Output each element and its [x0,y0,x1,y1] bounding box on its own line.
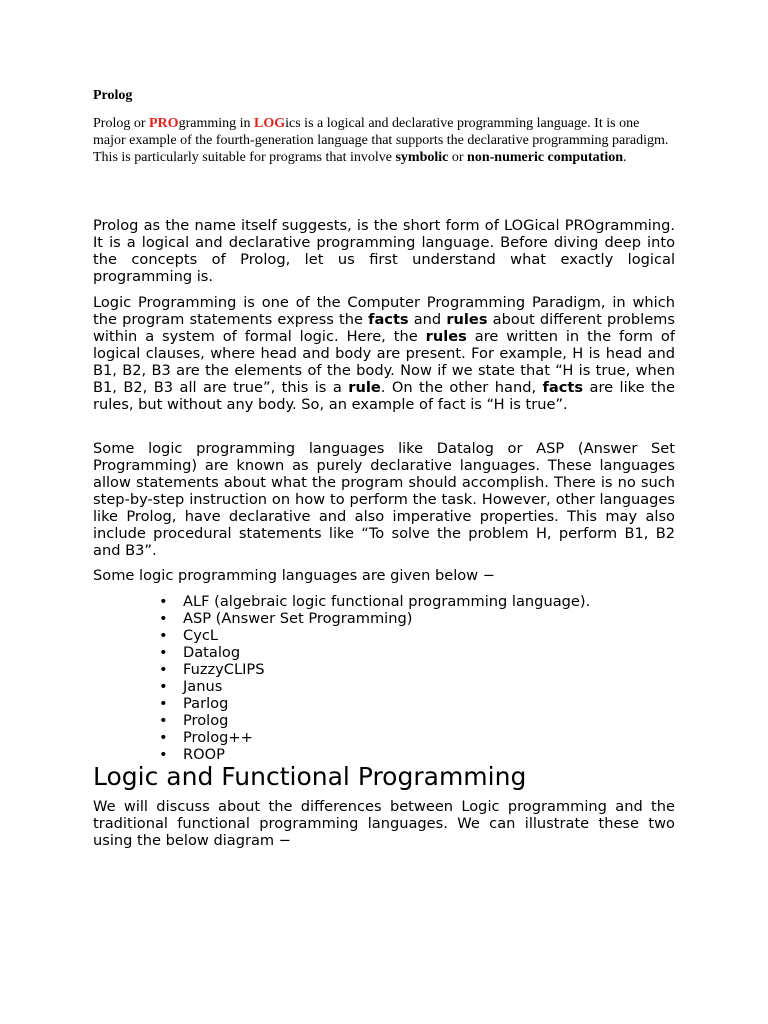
list-item [159,661,590,678]
p2-text: are written in the form of logical clauses, where head and body are present. For example, H is head and B1, B2, B3 are the elements of the body. Now if we state that “H is true, when B1, B2, B3 all are true”, this is a [93,328,675,396]
intro-bold-non-numeric: non-numeric computation [467,150,623,165]
bullet-icon: • [159,593,168,610]
p2-text: . On the other hand, [380,379,543,396]
list-item-label: CycL [183,627,218,644]
list-item [159,627,590,644]
pro-highlight: PRO [149,116,179,131]
intro-bold-symbolic: symbolic [395,150,449,165]
list-item-label: ALF (algebraic logic functional programming language). [183,593,591,610]
document-title: Prolog [93,88,133,103]
bullet-icon: • [159,627,168,644]
bullet-icon: • [159,610,168,627]
intro-rest: ics is a logical and declarative programming language. It is one major example of the fourth-generation language that supports the declarative programming paradigm. This is particularly suitable for programs that involve [93,116,669,165]
p2-bold-rule: rule [348,379,381,396]
log-highlight: LOG [254,116,286,131]
list-item [159,644,590,661]
list-item-label: Prolog++ [183,729,253,746]
bullet-icon: • [159,644,168,661]
list-item-label: Prolog [183,712,229,729]
list-item-label: ASP (Answer Set Programming) [183,610,413,627]
p2-text: and [408,311,447,328]
bullet-icon: • [159,746,168,763]
p2-bold-rules: rules [425,328,467,345]
list-item-label: ROOP [183,746,225,763]
paragraph-logic-programming [93,294,675,413]
paragraph-prolog-name: Prolog as the name itself suggests, is the short form of LOGical PROgramming. It is a logical and declarative programming language. Before diving deep into the concepts of Prolog, let us first understand what exactly logical programming is. [93,217,675,285]
intro-gramming: gramming in [178,116,254,131]
p2-bold-facts: facts [542,379,584,396]
list-item-label: Parlog [183,695,229,712]
list-item-label: Janus [183,678,223,695]
bullet-icon: • [159,712,168,729]
list-item [159,593,591,610]
paragraph-differences: We will discuss about the differences between Logic programming and the traditional functional programming languages. We can illustrate these two using the below diagram − [93,798,675,849]
intro-start: Prolog or [93,116,149,131]
list-item [159,729,590,746]
language-list [159,593,591,763]
paragraph-declarative-languages: Some logic programming languages like Datalog or ASP (Answer Set Programming) are known as purely declarative languages. These languages allow statements about what the program should accomplish. There is no such step-by-step instruction on how to perform the task. However, other languages like Prolog, have declarative and also imperative properties. This may also include procedural statements like “To solve the problem H, perform B1, B2 and B3”. [93,440,675,559]
intro-or: or [448,150,468,165]
p2-bold-rules: rules [446,311,488,328]
p2-text: Logic Programming is one of the Computer Programming Paradigm, in which the program statements express the [93,294,675,328]
list-item [159,678,590,695]
list-item [159,695,590,712]
list-item [159,610,590,627]
bullet-icon: • [159,661,168,678]
list-item-label: FuzzyCLIPS [183,661,265,678]
section-heading: Logic and Functional Programming [93,762,527,791]
bullet-icon: • [159,678,168,695]
intro-end: . [623,150,627,165]
list-item-label: Datalog [183,644,241,661]
bullet-icon: • [159,695,168,712]
bullet-icon: • [159,729,168,746]
p2-bold-facts: facts [368,311,409,328]
p2-text: about different problems within a system of formal logic. Here, the [93,311,676,345]
paragraph-list-intro: Some logic programming languages are given below − [93,567,495,584]
p2-text: are like the rules, but without any body. So, an example of fact is “H is true”. [93,379,675,413]
intro-paragraph [93,115,675,166]
list-item [159,712,590,729]
